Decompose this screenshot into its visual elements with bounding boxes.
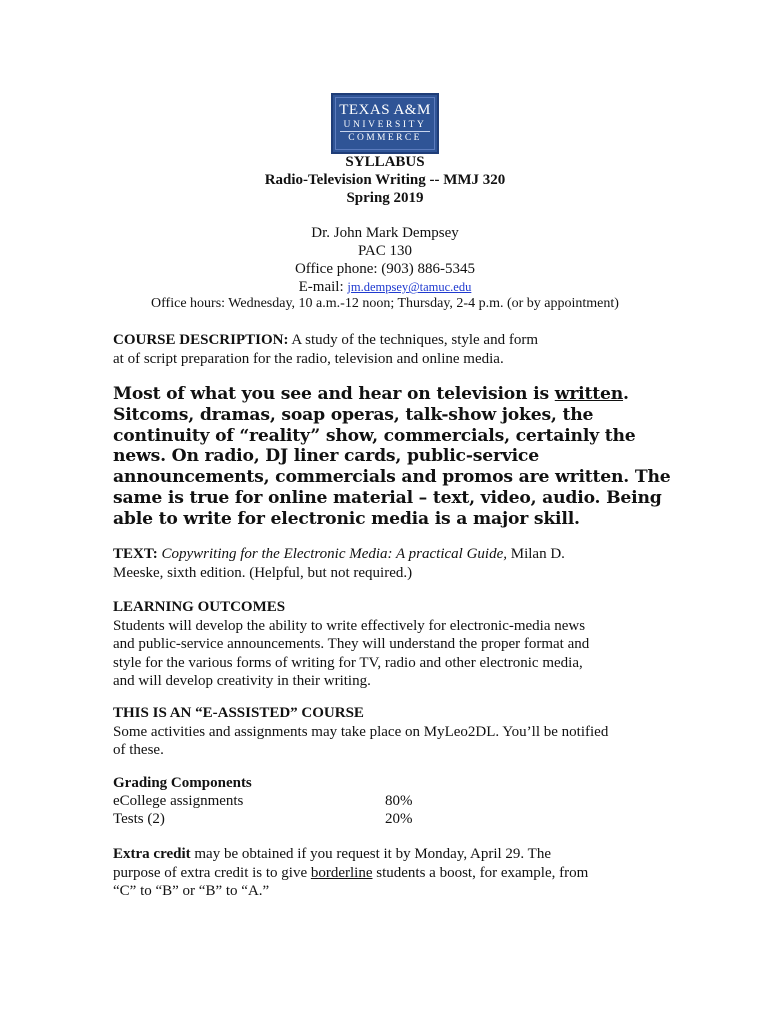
logo-line-3: COMMERCE <box>348 133 422 143</box>
email-label: E-mail: <box>298 279 348 295</box>
learning-outcomes-line-3: style for the various forms of writing for TV, radio and other electronic media, <box>113 654 583 671</box>
emphasis-line-1-text: Most of what you see and hear on television is <box>113 384 555 404</box>
grading-heading-wrap <box>113 774 673 793</box>
e-assisted-line-1: Some activities and assignments may take place on MyLeo2DL. You’ll be notified <box>113 723 609 740</box>
extra-credit-text-1: may be obtained if you request it by Monday, April 29. The <box>190 846 551 862</box>
email-link[interactable]: jm.dempsey@tamuc.edu <box>347 280 472 294</box>
grading-row <box>113 792 453 811</box>
course-description-label: COURSE DESCRIPTION: <box>113 332 289 348</box>
grading-weight: 80% <box>385 793 413 809</box>
office-location: PAC 130 <box>357 243 413 259</box>
grading-row <box>113 810 453 829</box>
university-logo <box>331 93 439 154</box>
emphasis-line-4: news. On radio, DJ liner cards, public-service <box>113 446 539 467</box>
grading-heading: Grading Components <box>113 775 252 791</box>
extra-credit-label: Extra credit <box>113 846 191 862</box>
extra-credit-line-2 <box>113 864 673 883</box>
learning-outcomes-section <box>113 598 673 691</box>
office-hours: Office hours: Wednesday, 10 a.m.-12 noon; Thursday, 2-4 p.m. (or by appointment) <box>151 296 619 311</box>
grading-item: Tests (2) <box>113 811 165 827</box>
learning-outcomes-line-2: and public-service announcements. They will understand the proper format and <box>113 636 590 652</box>
instructor-name: Dr. John Mark Dempsey <box>311 225 459 241</box>
learning-outcomes-line-4: and will develop creativity in their writing. <box>113 673 371 689</box>
emphasis-line-1 <box>113 384 673 405</box>
course-description-text-1: A study of the techniques, style and form <box>288 332 538 348</box>
emphasis-line-2: Sitcoms, dramas, soap operas, talk-show jokes, the <box>113 404 594 425</box>
textbook-line-2: Meeske, sixth edition. (Helpful, but not required.) <box>113 564 413 581</box>
textbook-section <box>113 545 673 582</box>
course-description-line-2: at of script preparation for the radio, television and online media. <box>113 350 504 367</box>
grading-item: eCollege assignments <box>113 793 244 809</box>
course-term: Spring 2019 <box>346 190 424 206</box>
emphasis-line-5: announcements, commercials and promos are written. The <box>113 467 671 488</box>
emphasis-line-6: same is true for online material – text, video, audio. Being <box>113 487 662 508</box>
course-description <box>113 331 673 368</box>
textbook-title: Copywriting for the Electronic Media: A practical Guide, <box>157 546 507 562</box>
office-phone: Office phone: (903) 886-5345 <box>294 261 476 277</box>
extra-credit-underlined-word: borderline <box>310 864 373 881</box>
extra-credit-section <box>113 845 673 901</box>
extra-credit-line-1 <box>113 845 673 864</box>
emphasis-period: . <box>623 384 629 404</box>
e-assisted-heading: THIS IS AN “E-ASSISTED” COURSE <box>113 705 364 721</box>
e-assisted-section <box>113 704 673 760</box>
textbook-label: TEXT: <box>113 546 158 562</box>
email-line <box>0 279 770 296</box>
course-description-line-1 <box>113 331 673 350</box>
emphasis-line-3: continuity of “reality” show, commercials, certainly the <box>113 425 636 446</box>
extra-credit-text-2: purpose of extra credit is to give <box>113 864 311 881</box>
emphasis-underlined-word: written <box>554 384 624 404</box>
emphasis-paragraph <box>113 384 673 530</box>
logo-line-2: UNIVERSITY <box>343 120 427 130</box>
extra-credit-text-3: students a boost, for example, from <box>372 864 589 881</box>
extra-credit-line-3: “C” to “B” or “B” to “A.” <box>113 883 270 899</box>
emphasis-line-7: able to write for electronic media is a major skill. <box>113 508 580 529</box>
course-title: Radio-Television Writing -- MMJ 320 <box>264 172 506 188</box>
textbook-line-1 <box>113 545 673 564</box>
logo-line-1: TEXAS A&M <box>339 102 431 118</box>
logo-divider <box>340 131 430 132</box>
learning-outcomes-heading: LEARNING OUTCOMES <box>113 599 286 615</box>
textbook-author: Milan D. <box>507 546 565 562</box>
grading-weight: 20% <box>385 811 413 827</box>
e-assisted-line-2: of these. <box>113 742 164 758</box>
learning-outcomes-line-1: Students will develop the ability to write effectively for electronic-media news <box>113 617 586 634</box>
syllabus-title: SYLLABUS <box>345 154 425 170</box>
